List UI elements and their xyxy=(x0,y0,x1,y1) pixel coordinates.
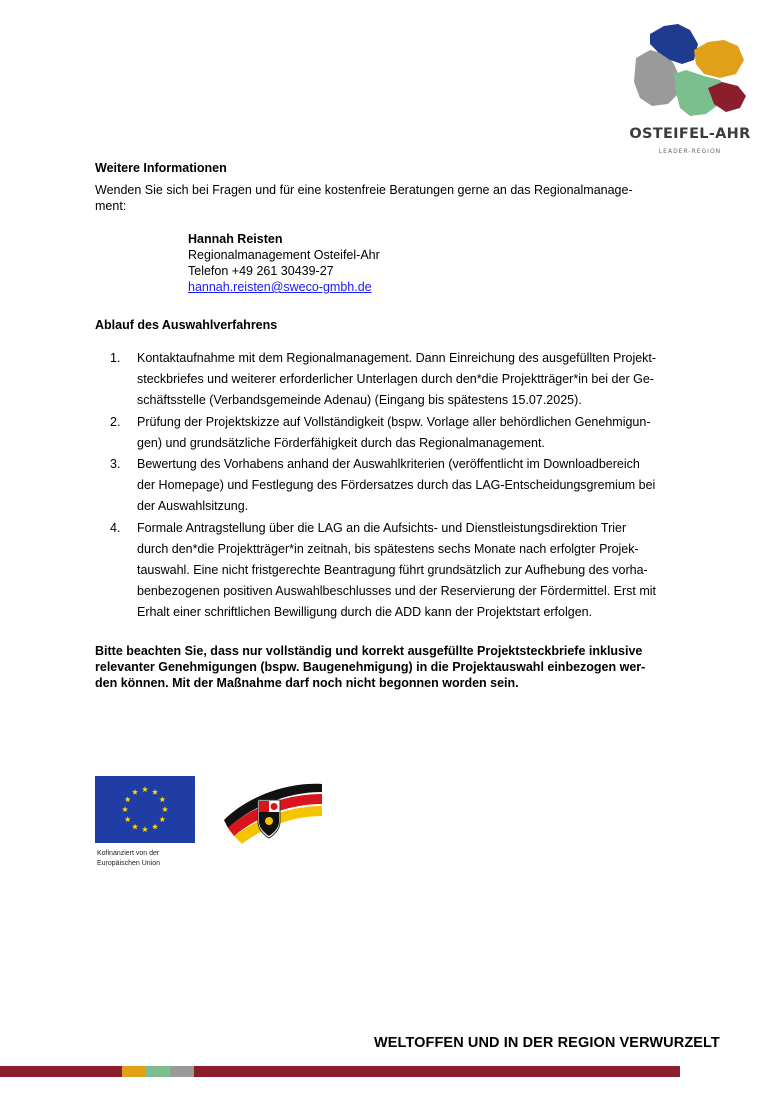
eu-star-icon xyxy=(132,789,138,795)
step-number: 3. xyxy=(110,457,121,472)
eu-star-icon xyxy=(152,789,158,795)
step-line: Prüfung der Projektskizze auf Vollständigkeit (bspw. Vorlage aller behördlichen Genehmigun- xyxy=(137,414,651,429)
eu-star-icon xyxy=(162,806,168,812)
notice-line: Bitte beachten Sie, dass nur vollständig und korrekt ausgefüllte Projektsteckbriefe inklusive xyxy=(95,644,643,658)
notice-line: den können. Mit der Maßnahme darf noch nicht begonnen worden sein. xyxy=(95,676,519,690)
step-line: Kontaktaufnahme mit dem Regionalmanagement. Dann Einreichung des ausgefüllten Projekt- xyxy=(137,351,657,365)
contact-block xyxy=(188,231,380,295)
footer-slogan: WELTOFFEN UND IN DER REGION VERWURZELT xyxy=(374,1035,720,1051)
contact-org: Regionalmanagement Osteifel-Ahr xyxy=(188,248,380,262)
procedure-step xyxy=(95,412,685,454)
info-heading: Weitere Informationen xyxy=(95,161,227,175)
eu-star-icon xyxy=(142,786,148,792)
osteifel-ahr-logo xyxy=(628,20,752,160)
notice-line: relevanter Genehmigungen (bspw. Baugenehmigung) in die Projektauswahl einbezogen wer- xyxy=(95,660,646,674)
eu-caption xyxy=(97,849,160,869)
step-line: der Homepage) und Festlegung des Fördersatzes durch das LAG-Entscheidungsgremium bei xyxy=(137,478,656,493)
logo-name: OSTEIFEL-AHR xyxy=(629,126,751,142)
footer-bar-segment xyxy=(170,1066,194,1077)
eu-star-icon xyxy=(152,824,158,830)
step-line: benbezogenen positiven Auswahlbeschlusses und der Reservierung der Fördermittel. Erst mit xyxy=(137,584,657,599)
footer-bar-segment xyxy=(146,1066,170,1077)
step-line: steckbriefes und weiterer erforderlicher Unterlagen durch den*die Projektträger*in bei der Ge- xyxy=(137,372,654,387)
eu-star-icon xyxy=(159,796,165,802)
rlp-state-logo xyxy=(218,776,328,846)
info-text-line: Wenden Sie sich bei Fragen und für eine kostenfreie Beratungen gerne an das Regionalmanage- xyxy=(95,183,633,197)
eu-star-icon xyxy=(125,796,131,802)
logo-subtitle: LEADER-REGION xyxy=(658,148,722,155)
eu-star-icon xyxy=(142,826,148,832)
step-line: der Auswahlsitzung. xyxy=(137,499,249,514)
footer-bar-segment xyxy=(122,1066,146,1077)
procedure-steps-list xyxy=(95,348,685,624)
contact-phone: Telefon +49 261 30439-27 xyxy=(188,264,334,278)
eu-star-icon xyxy=(159,816,165,822)
eu-caption-line: Europäischen Union xyxy=(97,860,161,867)
step-line: Formale Antragstellung über die LAG an die Aufsichts- und Dienstleistungsdirektion Trier xyxy=(137,520,627,535)
eu-star-icon xyxy=(125,816,131,822)
step-number: 2. xyxy=(110,414,121,429)
step-number: 4. xyxy=(110,520,121,535)
eu-star-icon xyxy=(132,824,138,830)
procedure-heading: Ablauf des Auswahlverfahrens xyxy=(95,318,278,332)
region-map-icon xyxy=(628,20,752,124)
step-line: durch den*die Projektträger*in zeitnah, bis spätestens sechs Monate nach erfolgter Projek- xyxy=(137,541,639,556)
step-line: tauswahl. Eine nicht fristgerechte Beantragung führt grundsätzlich zur Aufhebung des vorha- xyxy=(137,563,648,578)
eu-stars-icon xyxy=(95,776,195,843)
info-text xyxy=(95,182,695,214)
step-line: gen) und grundsätzliche Förderfähigkeit durch das Regionalmanagement. xyxy=(137,435,545,450)
eu-star-icon xyxy=(122,806,128,812)
contact-email-link[interactable]: hannah.reisten@sweco-gmbh.de xyxy=(188,280,372,294)
footer-bar-segment xyxy=(194,1066,680,1077)
procedure-step xyxy=(95,454,685,518)
step-number: 1. xyxy=(110,351,121,365)
eu-caption-line: Kofinanziert von der xyxy=(97,850,160,857)
step-line: Bewertung des Vorhabens anhand der Auswahlkriterien (veröffentlicht im Downloadbereich xyxy=(137,457,640,472)
coat-of-arms-icon xyxy=(258,800,280,838)
step-line: schäftsstelle (Verbandsgemeinde Adenau) (Eingang bis spätestens 15.07.2025). xyxy=(137,393,582,408)
notice-text xyxy=(95,643,685,691)
info-text-line: ment: xyxy=(95,199,127,213)
contact-name: Hannah Reisten xyxy=(188,232,283,246)
procedure-step xyxy=(95,348,685,412)
procedure-step xyxy=(95,518,685,624)
step-line: Erhalt einer schriftlichen Bewilligung durch die ADD kann der Projektstart erfolgen. xyxy=(137,605,593,620)
footer-color-bar xyxy=(0,1066,680,1077)
eu-flag-icon xyxy=(95,776,195,843)
footer-bar-segment xyxy=(0,1066,122,1077)
